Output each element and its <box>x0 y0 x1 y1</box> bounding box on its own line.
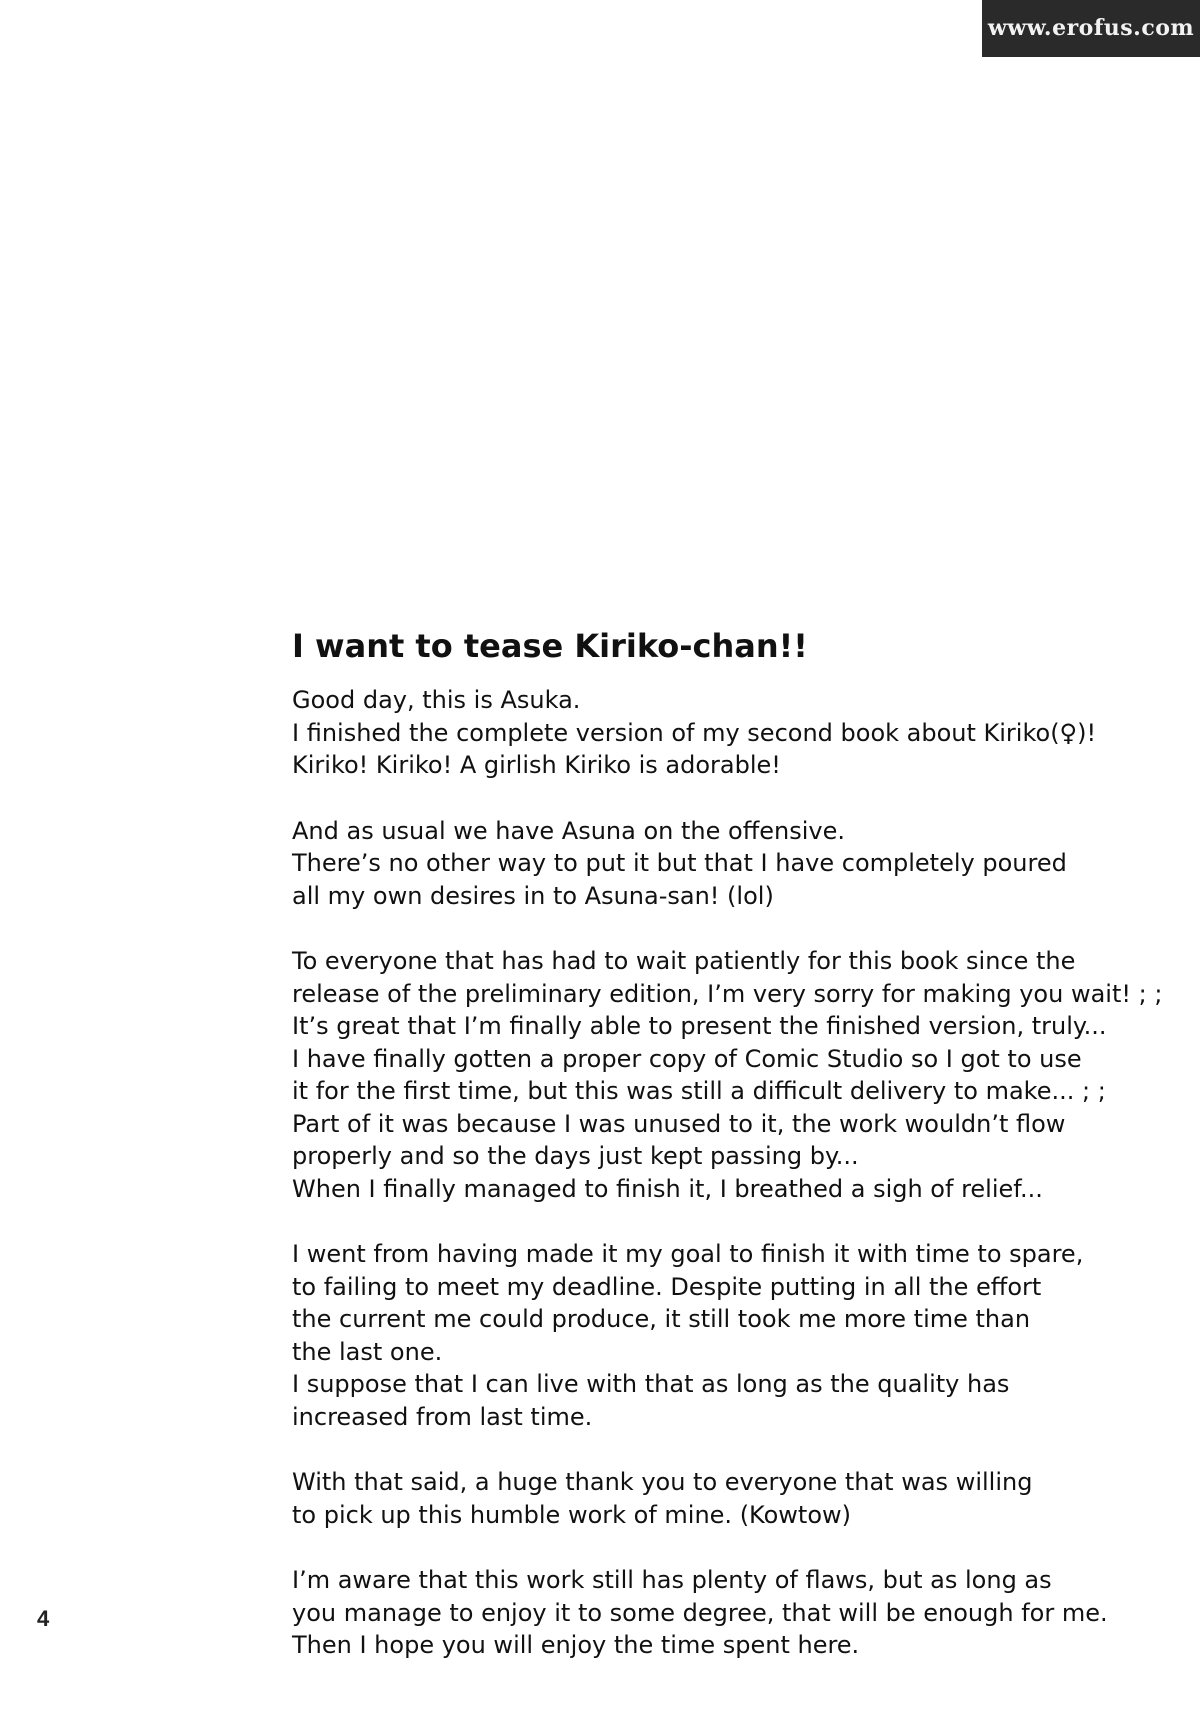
text-line: to failing to meet my deadline. Despite putting in all the effort <box>292 1272 1042 1301</box>
text-line: you manage to enjoy it to some degree, that will be enough for me. <box>292 1598 1108 1627</box>
site-watermark: www.erofus.com <box>982 0 1200 57</box>
paragraph-apology <box>292 945 1172 1205</box>
text-line: I suppose that I can live with that as long as the quality has <box>292 1370 1010 1398</box>
text-line: Then I hope you will enjoy the time spent here. <box>292 1631 860 1659</box>
text-line: the current me could produce, it still took me more time than <box>292 1305 1031 1333</box>
text-line: And as usual we have Asuna on the offensive. <box>292 816 845 845</box>
text-line: properly and so the days just kept passing by... <box>292 1142 859 1170</box>
paragraph-asuna <box>292 815 1172 913</box>
afterword-text-block <box>292 626 1172 1695</box>
text-line: There’s no other way to put it but that I have completely poured <box>292 849 1067 877</box>
text-line: To everyone that has had to wait patiently for this book since the <box>292 947 1076 975</box>
paragraph-thanks <box>292 1466 1172 1531</box>
page-number: 4 <box>37 1606 50 1631</box>
text-line: I’m aware that this work still has plenty of flaws, but as long as <box>292 1566 1052 1594</box>
text-line: to pick up this humble work of mine. (Kowtow) <box>292 1500 851 1529</box>
paragraph-closing <box>292 1564 1172 1662</box>
text-line: the last one. <box>292 1337 443 1366</box>
text-line: Kiriko! Kiriko! A girlish Kiriko is adorable! <box>292 751 781 779</box>
text-line: increased from last time. <box>292 1402 593 1431</box>
paragraph-deadline <box>292 1238 1172 1433</box>
text-line: Good day, this is Asuka. <box>292 686 581 714</box>
text-line: I went from having made it my goal to finish it with time to spare, <box>292 1240 1084 1268</box>
page-title: I want to tease Kiriko-chan!! <box>292 627 808 665</box>
text-line: When I finally managed to finish it, I breathed a sigh of relief... <box>292 1174 1043 1203</box>
text-line: Part of it was because I was unused to it, the work wouldn’t flow <box>292 1109 1066 1138</box>
text-line: It’s great that I’m finally able to present the finished version, truly... <box>292 1012 1107 1040</box>
text-line: I have finally gotten a proper copy of Comic Studio so I got to use <box>292 1044 1082 1073</box>
text-line: it for the first time, but this was still a difficult delivery to make... ; ; <box>292 1077 1106 1105</box>
text-line: release of the preliminary edition, I’m very sorry for making you wait! ; ; <box>292 979 1163 1008</box>
text-line: With that said, a huge thank you to everyone that was willing <box>292 1468 1033 1496</box>
text-line: I finished the complete version of my second book about Kiriko(♀)! <box>292 718 1097 747</box>
paragraph-greeting <box>292 684 1172 782</box>
text-line: all my own desires in to Asuna-san! (lol) <box>292 881 774 910</box>
